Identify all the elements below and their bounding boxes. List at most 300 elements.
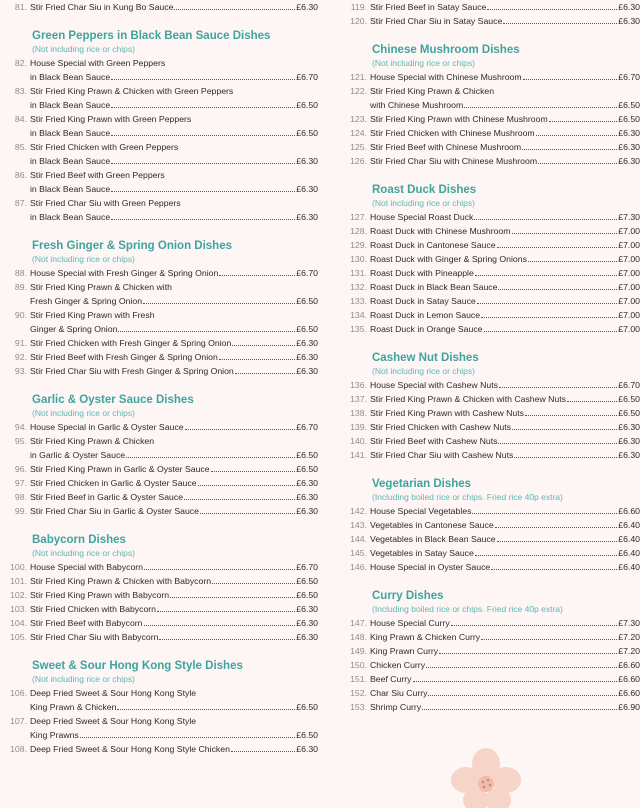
item-name: Stir Fried Beef with Fresh Ginger & Spring Onion xyxy=(30,352,218,362)
item-price: £6.70 xyxy=(296,422,318,432)
menu-item xyxy=(0,140,318,154)
menu-section xyxy=(340,168,640,336)
item-name: Stir Fried Char Siu in Kung Bo Sauce xyxy=(30,2,174,12)
dot-leader xyxy=(525,415,617,416)
dot-leader xyxy=(491,569,617,570)
item-number: 84. xyxy=(14,114,27,124)
section-note: (Not including rice or chips) xyxy=(32,548,135,558)
menu-item xyxy=(340,252,640,266)
menu-item xyxy=(340,532,640,546)
item-name: Stir Fried King Prawn & Chicken with xyxy=(30,282,172,292)
menu-item xyxy=(340,448,640,462)
item-price: £7.00 xyxy=(618,324,640,334)
menu-item xyxy=(340,322,640,336)
dot-leader xyxy=(484,331,618,332)
dot-leader xyxy=(538,163,617,164)
dot-leader xyxy=(198,485,296,486)
menu-item xyxy=(0,420,318,434)
dot-leader xyxy=(235,373,295,374)
item-name: Roast Duck in Cantonese Sauce xyxy=(370,240,496,250)
item-name: Stir Fried Beef with Cashew Nuts xyxy=(370,436,498,446)
item-number: 106. xyxy=(10,688,27,698)
item-number: 122. xyxy=(350,86,367,96)
item-name: Roast Duck with Chinese Mushroom xyxy=(370,226,511,236)
dot-leader xyxy=(536,135,618,136)
item-name: Shrimp Curry xyxy=(370,702,422,712)
item-name: Stir Fried King Prawn & Chicken xyxy=(370,86,495,96)
item-number: 82. xyxy=(14,58,27,68)
item-price: £7.00 xyxy=(618,240,640,250)
item-number: 124. xyxy=(350,128,367,138)
item-number: 141. xyxy=(350,450,367,460)
section-spacer xyxy=(340,336,640,351)
item-name: Stir Fried Beef in Satay Sauce xyxy=(370,2,487,12)
menu-item xyxy=(340,406,640,420)
menu-item xyxy=(0,154,318,168)
item-name: Stir Fried King Prawn with Cashew Nuts xyxy=(370,408,525,418)
menu-section xyxy=(0,518,318,644)
item-name: Stir Fried King Prawn & Chicken xyxy=(30,436,155,446)
item-name: House Special with Babycorn xyxy=(30,562,143,572)
menu-item xyxy=(340,14,640,28)
item-price: £6.50 xyxy=(296,100,318,110)
menu-item xyxy=(0,112,318,126)
item-price: £6.30 xyxy=(618,156,640,166)
item-name: King Prawn & Chicken Curry xyxy=(370,632,481,642)
item-price: £6.70 xyxy=(618,72,640,82)
menu-section xyxy=(340,0,640,28)
menu-item xyxy=(0,364,318,378)
section-note: (Not including rice or chips) xyxy=(372,58,475,68)
section-title: Cashew Nut Dishes xyxy=(372,352,479,364)
item-price: £6.50 xyxy=(296,702,318,712)
dot-leader xyxy=(528,261,617,262)
section-title: Green Peppers in Black Bean Sauce Dishes xyxy=(32,30,271,42)
menu-item xyxy=(340,630,640,644)
item-price: £6.70 xyxy=(296,562,318,572)
item-price: £6.30 xyxy=(618,128,640,138)
dot-leader xyxy=(497,541,618,542)
dot-leader xyxy=(219,359,295,360)
menu-item xyxy=(0,588,318,602)
dot-leader xyxy=(481,639,617,640)
item-name: in Garlic & Oyster Sauce xyxy=(30,450,126,460)
menu-item xyxy=(340,0,640,14)
item-number: 135. xyxy=(350,324,367,334)
menu-item xyxy=(340,70,640,84)
menu-item xyxy=(340,644,640,658)
section-title: Sweet & Sour Hong Kong Style Dishes xyxy=(32,660,243,672)
section-note: (Not including rice or chips) xyxy=(372,198,475,208)
menu-item xyxy=(340,672,640,686)
menu-section xyxy=(340,336,640,462)
menu-item xyxy=(0,714,318,728)
menu-item xyxy=(0,322,318,336)
dot-leader xyxy=(211,471,296,472)
item-price: £6.50 xyxy=(618,394,640,404)
menu-item xyxy=(340,280,640,294)
item-price: £6.90 xyxy=(618,702,640,712)
dot-leader xyxy=(498,443,617,444)
item-number: 81. xyxy=(14,2,27,12)
item-price: £6.30 xyxy=(296,618,318,628)
item-name: Stir Fried Beef in Garlic & Oyster Sauce xyxy=(30,492,184,502)
menu-right-column xyxy=(340,0,640,714)
item-number: 100. xyxy=(10,562,27,572)
item-number: 90. xyxy=(14,310,27,320)
item-name: in Black Bean Sauce xyxy=(30,128,111,138)
dot-leader xyxy=(126,457,295,458)
dot-leader xyxy=(487,9,617,10)
item-price: £6.30 xyxy=(618,2,640,12)
item-price: £7.20 xyxy=(618,632,640,642)
item-price: £6.30 xyxy=(618,450,640,460)
dot-leader xyxy=(157,611,295,612)
item-name: Stir Fried Chicken with Green Peppers xyxy=(30,142,179,152)
dot-leader xyxy=(481,317,617,318)
dot-leader xyxy=(512,233,618,234)
menu-item xyxy=(0,574,318,588)
section-spacer xyxy=(0,518,318,533)
item-number: 93. xyxy=(14,366,27,376)
item-number: 132. xyxy=(350,282,367,292)
item-name: House Special in Garlic & Oyster Sauce xyxy=(30,422,184,432)
section-title: Curry Dishes xyxy=(372,590,444,602)
menu-item xyxy=(0,686,318,700)
item-name: Stir Fried Beef with Chinese Mushroom xyxy=(370,142,522,152)
item-price: £6.40 xyxy=(618,562,640,572)
item-number: 152. xyxy=(350,688,367,698)
dot-leader xyxy=(111,191,295,192)
item-name: in Black Bean Sauce xyxy=(30,156,111,166)
menu-item xyxy=(340,546,640,560)
dot-leader xyxy=(159,639,295,640)
dot-leader xyxy=(514,457,617,458)
menu-item xyxy=(340,126,640,140)
item-price: £6.30 xyxy=(296,632,318,642)
item-number: 127. xyxy=(350,212,367,222)
item-price: £6.40 xyxy=(618,548,640,558)
dot-leader xyxy=(512,429,617,430)
menu-item xyxy=(0,294,318,308)
item-number: 87. xyxy=(14,198,27,208)
item-number: 104. xyxy=(10,618,27,628)
item-price: £6.30 xyxy=(296,478,318,488)
item-number: 148. xyxy=(350,632,367,642)
section-title: Chinese Mushroom Dishes xyxy=(372,44,520,56)
item-price: £6.30 xyxy=(296,212,318,222)
item-name: Stir Fried Char Siu with Chinese Mushroom xyxy=(370,156,538,166)
item-number: 83. xyxy=(14,86,27,96)
menu-item xyxy=(0,336,318,350)
item-number: 96. xyxy=(14,464,27,474)
item-price: £6.30 xyxy=(618,142,640,152)
item-price: £6.60 xyxy=(618,660,640,670)
menu-item xyxy=(340,210,640,224)
item-price: £6.30 xyxy=(296,506,318,516)
item-name: House Special in Oyster Sauce xyxy=(370,562,491,572)
item-number: 133. xyxy=(350,296,367,306)
item-name: House Special with Fresh Ginger & Spring Onion xyxy=(30,268,219,278)
dot-leader xyxy=(111,107,295,108)
section-spacer xyxy=(340,28,640,43)
item-name: Vegetables in Cantonese Sauce xyxy=(370,520,494,530)
item-name: Roast Duck with Pineapple xyxy=(370,268,474,278)
item-name: Stir Fried King Prawn with Fresh xyxy=(30,310,155,320)
item-price: £6.60 xyxy=(618,506,640,516)
section-title: Garlic & Oyster Sauce Dishes xyxy=(32,394,194,406)
item-name: Deep Fried Sweet & Sour Hong Kong Style xyxy=(30,716,197,726)
item-name: Roast Duck in Orange Sauce xyxy=(370,324,483,334)
dot-leader xyxy=(219,275,295,276)
section-note: (Including boiled rice or chips. Fried rice 40p extra) xyxy=(372,604,563,614)
item-price: £7.00 xyxy=(618,268,640,278)
dot-leader xyxy=(474,219,617,220)
item-number: 129. xyxy=(350,240,367,250)
item-number: 153. xyxy=(350,702,367,712)
item-number: 94. xyxy=(14,422,27,432)
item-number: 142. xyxy=(350,506,367,516)
item-name: Stir Fried King Prawn with Green Peppers xyxy=(30,114,192,124)
item-name: in Black Bean Sauce xyxy=(30,72,111,82)
dot-leader xyxy=(143,303,295,304)
item-name: with Chinese Mushroom xyxy=(370,100,464,110)
item-price: £6.50 xyxy=(618,114,640,124)
item-name: Chicken Curry xyxy=(370,660,426,670)
item-number: 146. xyxy=(350,562,367,572)
item-price: £7.00 xyxy=(618,296,640,306)
dot-leader xyxy=(231,751,295,752)
item-price: £6.40 xyxy=(618,534,640,544)
section-spacer xyxy=(0,644,318,659)
dot-leader xyxy=(549,121,618,122)
menu-item xyxy=(0,560,318,574)
item-name: in Black Bean Sauce xyxy=(30,100,111,110)
section-note: (Not including rice or chips) xyxy=(32,254,135,264)
item-number: 150. xyxy=(350,660,367,670)
item-number: 98. xyxy=(14,492,27,502)
item-price: £6.30 xyxy=(296,2,318,12)
item-name: Stir Fried Char Siu with Babycorn xyxy=(30,632,159,642)
dot-leader xyxy=(426,667,617,668)
section-title: Vegetarian Dishes xyxy=(372,478,472,490)
item-price: £7.30 xyxy=(618,212,640,222)
item-number: 86. xyxy=(14,170,27,180)
menu-item xyxy=(0,210,318,224)
item-number: 147. xyxy=(350,618,367,628)
item-price: £6.50 xyxy=(618,408,640,418)
menu-item xyxy=(0,266,318,280)
item-price: £6.50 xyxy=(618,100,640,110)
dot-leader xyxy=(464,107,617,108)
item-number: 120. xyxy=(350,16,367,26)
menu-item xyxy=(340,434,640,448)
dot-leader xyxy=(477,303,617,304)
dot-leader xyxy=(503,23,617,24)
dot-leader xyxy=(184,499,295,500)
menu-section xyxy=(0,224,318,378)
item-number: 138. xyxy=(350,408,367,418)
menu-item xyxy=(340,686,640,700)
menu-item xyxy=(0,448,318,462)
menu-item xyxy=(340,98,640,112)
section-spacer xyxy=(340,462,640,477)
menu-item xyxy=(340,224,640,238)
item-price: £6.60 xyxy=(618,674,640,684)
menu-item xyxy=(0,728,318,742)
item-price: £6.50 xyxy=(296,464,318,474)
item-name: House Special with Green Peppers xyxy=(30,58,166,68)
menu-item xyxy=(0,84,318,98)
menu-item xyxy=(340,154,640,168)
item-number: 105. xyxy=(10,632,27,642)
item-name: Fresh Ginger & Spring Onion xyxy=(30,296,143,306)
dot-leader xyxy=(497,247,618,248)
item-name: Beef Curry xyxy=(370,674,412,684)
item-number: 125. xyxy=(350,142,367,152)
item-name: King Prawn & Chicken xyxy=(30,702,117,712)
item-name: in Black Bean Sauce xyxy=(30,212,111,222)
menu-item xyxy=(0,462,318,476)
item-number: 126. xyxy=(350,156,367,166)
item-number: 91. xyxy=(14,338,27,348)
dot-leader xyxy=(472,513,617,514)
menu-item xyxy=(340,238,640,252)
item-number: 139. xyxy=(350,422,367,432)
item-number: 88. xyxy=(14,268,27,278)
menu-section xyxy=(0,14,318,224)
item-number: 99. xyxy=(14,506,27,516)
section-note: (Not including rice or chips) xyxy=(32,408,135,418)
item-price: £6.50 xyxy=(296,128,318,138)
item-price: £6.70 xyxy=(296,268,318,278)
item-name: Stir Fried Char Siu with Cashew Nuts xyxy=(370,450,514,460)
menu-item xyxy=(0,700,318,714)
dot-leader xyxy=(475,275,617,276)
item-number: 85. xyxy=(14,142,27,152)
item-name: Stir Fried Chicken with Chinese Mushroom xyxy=(370,128,535,138)
item-name: House Special Curry xyxy=(370,618,450,628)
dot-leader xyxy=(498,289,617,290)
dot-leader xyxy=(111,135,295,136)
menu-item xyxy=(340,392,640,406)
item-name: Char Siu Curry xyxy=(370,688,428,698)
item-number: 108. xyxy=(10,744,27,754)
item-name: in Black Bean Sauce xyxy=(30,184,111,194)
section-title: Fresh Ginger & Spring Onion Dishes xyxy=(32,240,232,252)
dot-leader xyxy=(111,79,295,80)
item-number: 119. xyxy=(350,2,367,12)
item-name: Stir Fried Char Siu in Garlic & Oyster Sauce xyxy=(30,506,199,516)
menu-item xyxy=(340,84,640,98)
dot-leader xyxy=(451,625,618,626)
dot-leader xyxy=(522,149,617,150)
item-number: 149. xyxy=(350,646,367,656)
item-price: £6.50 xyxy=(296,576,318,586)
item-name: Stir Fried King Prawn in Garlic & Oyster Sauce xyxy=(30,464,210,474)
menu-item xyxy=(340,504,640,518)
item-price: £6.30 xyxy=(618,16,640,26)
item-name: Vegetables in Black Bean Sauce xyxy=(370,534,496,544)
menu-item xyxy=(340,518,640,532)
item-price: £6.30 xyxy=(296,604,318,614)
item-name: House Special with Cashew Nuts xyxy=(370,380,498,390)
item-number: 144. xyxy=(350,534,367,544)
section-spacer xyxy=(340,574,640,589)
item-number: 101. xyxy=(10,576,27,586)
item-number: 137. xyxy=(350,394,367,404)
menu-item xyxy=(340,420,640,434)
item-price: £6.30 xyxy=(618,422,640,432)
menu-item xyxy=(0,0,318,14)
menu-item xyxy=(0,490,318,504)
section-title: Babycorn Dishes xyxy=(32,534,126,546)
menu-item xyxy=(0,350,318,364)
item-number: 121. xyxy=(350,72,367,82)
item-number: 136. xyxy=(350,380,367,390)
item-name: King Prawn Curry xyxy=(370,646,439,656)
dot-leader xyxy=(170,597,295,598)
menu-item xyxy=(0,742,318,756)
item-price: £6.70 xyxy=(618,380,640,390)
dot-leader xyxy=(80,737,295,738)
menu-item xyxy=(340,658,640,672)
menu-item xyxy=(0,168,318,182)
item-price: £6.30 xyxy=(296,352,318,362)
item-number: 92. xyxy=(14,352,27,362)
item-price: £7.20 xyxy=(618,646,640,656)
section-title: Roast Duck Dishes xyxy=(372,184,477,196)
item-price: £6.30 xyxy=(296,744,318,754)
item-name: Stir Fried King Prawn with Chinese Mushroom xyxy=(370,114,548,124)
section-note: (Not including rice or chips) xyxy=(32,674,135,684)
item-price: £6.30 xyxy=(296,492,318,502)
item-number: 134. xyxy=(350,310,367,320)
item-price: £6.30 xyxy=(296,366,318,376)
menu-item xyxy=(0,434,318,448)
item-price: £6.30 xyxy=(618,436,640,446)
item-name: House Special with Chinese Mushroom xyxy=(370,72,522,82)
item-number: 130. xyxy=(350,254,367,264)
item-number: 131. xyxy=(350,268,367,278)
menu-item xyxy=(340,616,640,630)
item-price: £6.50 xyxy=(296,324,318,334)
item-price: £6.30 xyxy=(296,156,318,166)
item-name: Deep Fried Sweet & Sour Hong Kong Style Chicken xyxy=(30,744,230,754)
item-name: Stir Fried Char Siu in Satay Sauce xyxy=(370,16,503,26)
item-name: King Prawns xyxy=(30,730,79,740)
menu-item xyxy=(340,266,640,280)
menu-item xyxy=(340,112,640,126)
item-number: 103. xyxy=(10,604,27,614)
item-name: Stir Fried Chicken with Fresh Ginger & Spring Onion xyxy=(30,338,232,348)
item-price: £7.00 xyxy=(618,226,640,236)
item-name: Roast Duck in Satay Sauce xyxy=(370,296,476,306)
dot-leader xyxy=(200,513,295,514)
item-name: Stir Fried Chicken in Garlic & Oyster Sauce xyxy=(30,478,197,488)
menu-section xyxy=(340,28,640,168)
menu-item xyxy=(0,196,318,210)
item-name: Stir Fried Beef with Green Peppers xyxy=(30,170,165,180)
item-name: Stir Fried King Prawn & Chicken with Babycorn xyxy=(30,576,212,586)
menu-item xyxy=(0,70,318,84)
section-spacer xyxy=(0,378,318,393)
item-number: 123. xyxy=(350,114,367,124)
item-number: 89. xyxy=(14,282,27,292)
item-number: 102. xyxy=(10,590,27,600)
item-name: Stir Fried Beef with Babycorn xyxy=(30,618,143,628)
menu-section xyxy=(340,574,640,714)
